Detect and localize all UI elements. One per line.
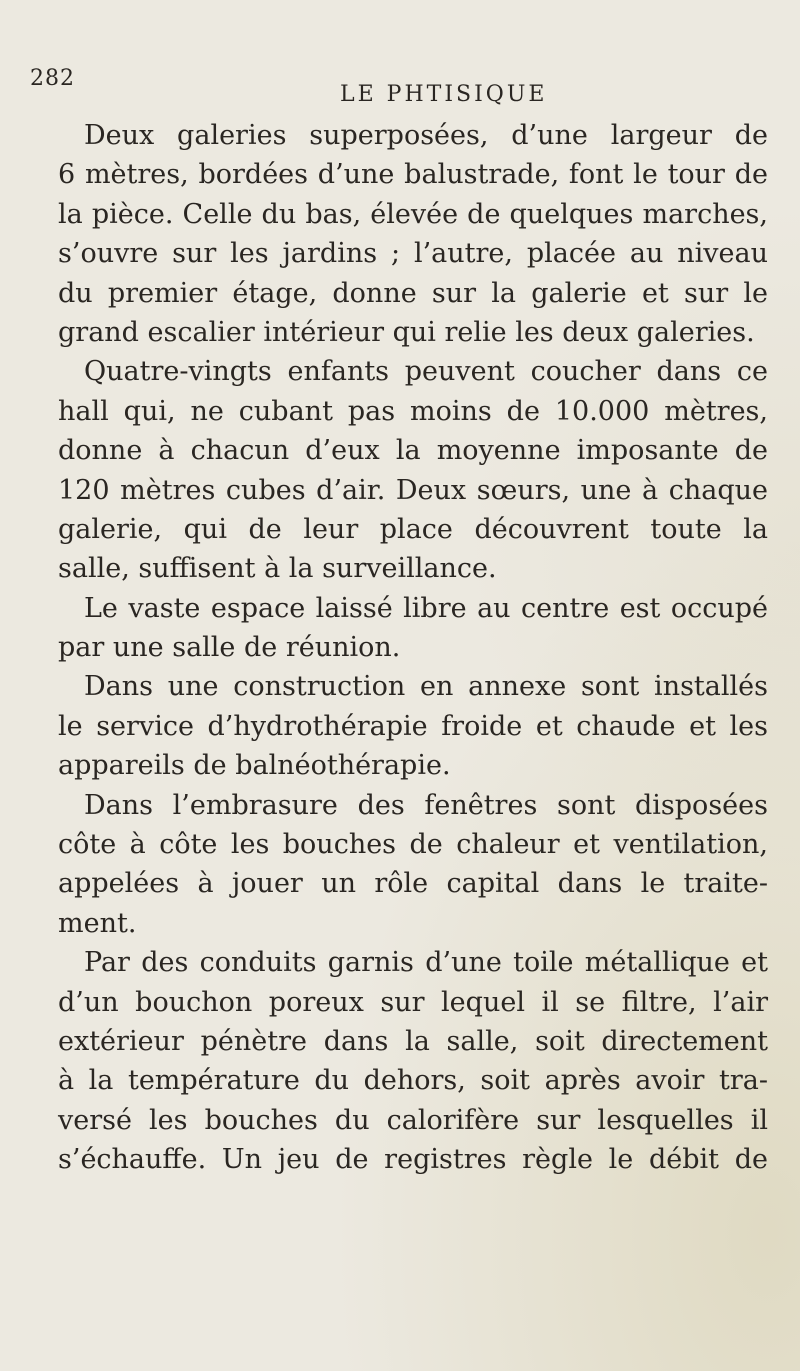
text-line: 120 mètres cubes d’air. Deux sœurs, une à chaque xyxy=(58,474,768,506)
paragraph xyxy=(58,667,768,785)
paragraph xyxy=(58,786,768,944)
paragraph xyxy=(58,589,768,668)
text-line: Quatre-vingts enfants peuvent coucher dans ce xyxy=(84,356,768,388)
paragraph xyxy=(58,943,768,1179)
text-line: Le vaste espace laissé libre au centre est occupé xyxy=(84,592,768,624)
text-line: extérieur pénètre dans la salle, soit directement xyxy=(58,1025,768,1057)
text-line: par une salle de réunion. xyxy=(58,632,401,664)
text-line: à la température du dehors, soit après avoir tra- xyxy=(58,1065,768,1097)
text-line: appelées à jouer un rôle capital dans le traite- xyxy=(58,868,768,900)
text-line: versé les bouches du calorifère sur lesquelles il xyxy=(58,1104,768,1136)
text-line: 6 mètres, bordées d’une balustrade, font le tour de xyxy=(58,159,768,191)
text-line: du premier étage, donne sur la galerie et sur le xyxy=(58,277,768,309)
text-line: s’échauffe. Un jeu de registres règle le débit de xyxy=(58,1144,768,1176)
text-line: ment. xyxy=(58,907,137,939)
text-line: donne à chacun d’eux la moyenne imposante de xyxy=(58,435,768,467)
text-line: Dans l’embrasure des fenêtres sont disposées xyxy=(84,789,768,821)
text-line: hall qui, ne cubant pas moins de 10.000 mètres, xyxy=(58,395,768,427)
text-line: le service d’hydrothérapie froide et chaude et les xyxy=(58,710,768,742)
paragraph xyxy=(58,116,768,352)
text-line: Dans une construction en annexe sont installés xyxy=(84,671,768,703)
body-text xyxy=(58,116,768,1180)
text-line: Deux galeries superposées, d’une largeur de xyxy=(84,120,768,151)
text-line: grand escalier intérieur qui relie les deux galeries. xyxy=(58,316,755,348)
running-head: LE PHTISIQUE xyxy=(340,82,548,107)
text-line: d’un bouchon poreux sur lequel il se filtre, l’air xyxy=(58,986,768,1018)
text-line: salle, suffisent à la surveillance. xyxy=(58,553,497,585)
text-line: Par des conduits garnis d’une toile métallique et xyxy=(84,947,768,979)
page-number: 282 xyxy=(30,66,75,91)
text-line: appareils de balnéothérapie. xyxy=(58,750,451,782)
text-line: côte à côte les bouches de chaleur et ventilation, xyxy=(58,829,768,861)
text-line: galerie, qui de leur place découvrent toute la xyxy=(58,513,768,545)
paragraph xyxy=(58,352,768,588)
text-line: s’ouvre sur les jardins ; l’autre, placée au niveau xyxy=(58,238,768,270)
text-line: la pièce. Celle du bas, élevée de quelques marches, xyxy=(58,198,768,230)
